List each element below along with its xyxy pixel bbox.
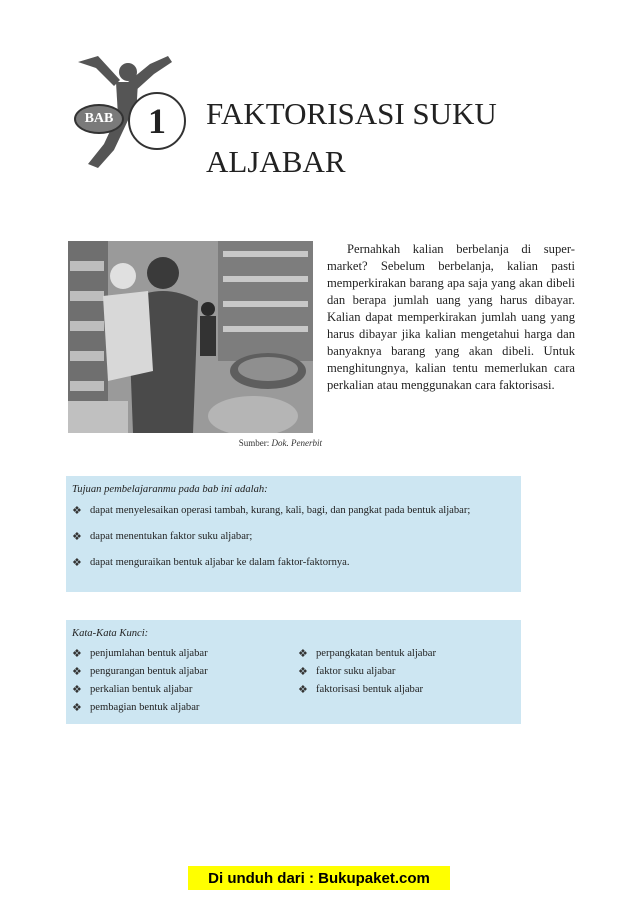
bab-badge [74,104,124,134]
keyword-item [72,683,298,697]
objective-text: dapat menguraikan bentuk aljabar ke dalam faktor-faktornya. [90,557,350,568]
chapter-title-line-2: ALJABAR [206,144,346,179]
diamond-bullet-icon: ❖ [72,648,82,660]
supermarket-photo [68,241,313,433]
chapter-title-line-1: FAKTORISASI SUKU [206,96,497,131]
keyword-text: penjumlahan bentuk aljabar [90,648,208,659]
diamond-bullet-icon: ❖ [298,684,308,696]
diamond-bullet-icon: ❖ [72,684,82,696]
bab-label: BAB [84,111,114,126]
objectives-title: Tujuan pembelajaranmu pada bab ini adalah: [72,484,268,495]
keyword-text: faktor suku aljabar [316,666,396,677]
diamond-bullet-icon: ❖ [298,648,308,660]
chapter-number: 1 [128,92,186,150]
keyword-item [298,683,498,697]
objectives-box [66,476,521,592]
caption-prefix: Sumber: [238,438,270,448]
keywords-title: Kata-Kata Kunci: [72,628,149,639]
keyword-item [298,647,498,661]
diamond-bullet-icon: ❖ [298,666,308,678]
objective-text: dapat menentukan faktor suku aljabar; [90,531,253,542]
keyword-item [298,665,498,679]
objective-item [72,555,513,571]
diamond-bullet-icon: ❖ [72,531,82,543]
diamond-bullet-icon: ❖ [72,666,82,678]
photo-caption [68,438,322,448]
keyword-text: pengurangan bentuk aljabar [90,666,208,677]
keyword-text: perkalian bentuk aljabar [90,684,193,695]
intro-paragraph: Pernahkah kalian berbelanja di super-market? Sebelum berbelanja, kalian pasti memperkirakan barang apa saja yang akan dibeli dan berapa jumlah uang yang harus dibayar. Kalian dapat memperkirakan jumlah uang yang harus dibayar jika kalian mengetahui harga dan banyaknya barang yang akan dibeli. Untuk menghitungnya, kalian tentu memerlukan cara perkalian atau menggunakan cara faktorisasi. [327,242,575,392]
keywords-list [72,647,513,715]
download-source-banner[interactable]: Di unduh dari : Bukupaket.com [188,866,450,890]
keyword-item [72,647,298,661]
diamond-bullet-icon: ❖ [72,557,82,569]
keywords-box [66,620,521,724]
objective-item [72,529,513,545]
diamond-bullet-icon: ❖ [72,702,82,714]
keyword-text: pembagian bentuk aljabar [90,702,200,713]
keyword-item [72,665,298,679]
keyword-item [72,701,298,715]
keyword-text: perpangkatan bentuk aljabar [316,648,437,659]
intro-text [327,241,575,394]
caption-source: Dok. Penerbit [271,438,322,448]
keyword-text: faktorisasi bentuk aljabar [316,684,424,695]
diamond-bullet-icon: ❖ [72,505,82,517]
objective-text: dapat menyelesaikan operasi tambah, kurang, kali, bagi, dan pangkat pada bentuk aljabar; [90,505,471,516]
objective-item [72,503,513,519]
chapter-title [206,90,526,186]
